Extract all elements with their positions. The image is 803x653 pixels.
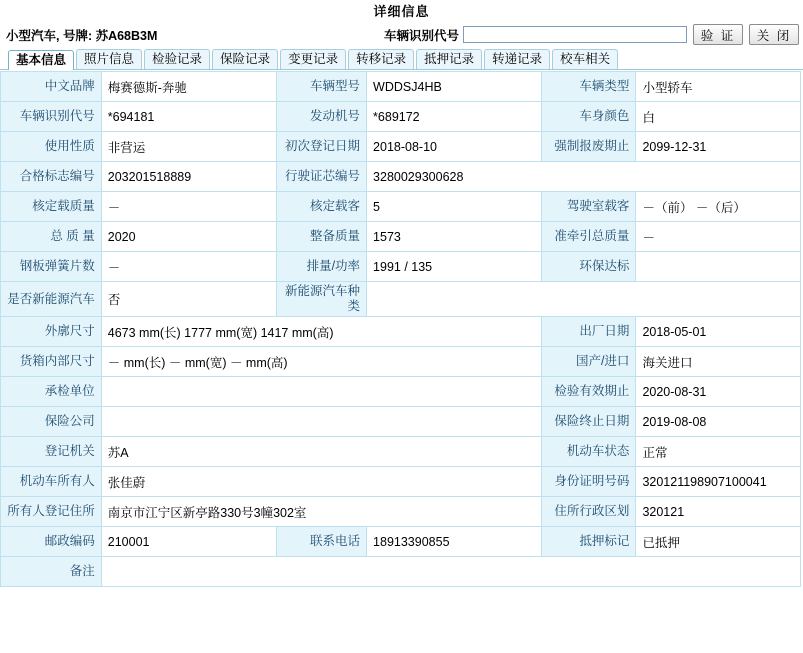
- table-row: [1, 192, 801, 222]
- vin-search-label: 车辆识别代号: [383, 28, 459, 43]
- label-mandatory-scrap-date: 强制报废期止: [541, 132, 636, 162]
- value-first-registration-date: 2018-08-10: [367, 132, 542, 162]
- value-new-energy: 否: [101, 282, 276, 317]
- label-rated-passengers: 核定载客: [276, 192, 366, 222]
- label-curb-mass: 整备质量: [276, 222, 366, 252]
- tab-school-bus[interactable]: 校车相关: [552, 49, 618, 69]
- table-row: [1, 347, 801, 377]
- value-remark: [101, 557, 800, 587]
- value-administrative-division: 320121: [636, 497, 801, 527]
- value-use-nature: 非营运: [101, 132, 276, 162]
- value-inspection-valid-until: 2020-08-31: [636, 377, 801, 407]
- table-row: [1, 407, 801, 437]
- label-inspection-valid-until: 检验有效期止: [541, 377, 636, 407]
- table-row: [1, 222, 801, 252]
- label-emission-standard: 环保达标: [541, 252, 636, 282]
- label-owner-address: 所有人登记住所: [1, 497, 102, 527]
- value-insurance-end-date: 2019-08-08: [636, 407, 801, 437]
- value-cab-passengers: －（前） －（后）: [636, 192, 801, 222]
- table-row: [1, 102, 801, 132]
- label-id-number: 身份证明号码: [541, 467, 636, 497]
- vin-search-input[interactable]: [463, 26, 687, 43]
- label-use-nature: 使用性质: [1, 132, 102, 162]
- table-row: [1, 467, 801, 497]
- value-model: WDDSJ4HB: [367, 72, 542, 102]
- value-owner-address: 南京市江宁区新亭路330号3幢302室: [101, 497, 541, 527]
- value-travel-certificate-chip-no: 3280029300628: [367, 162, 801, 192]
- label-factory-date: 出厂日期: [541, 317, 636, 347]
- tab-transfer-records[interactable]: 转移记录: [348, 49, 414, 69]
- plate-label: 小型汽车, 号牌: 苏A68B3M: [6, 28, 158, 43]
- label-mortgage-mark: 抵押标记: [541, 527, 636, 557]
- tab-insurance-records[interactable]: 保险记录: [212, 49, 278, 69]
- label-owner: 机动车所有人: [1, 467, 102, 497]
- table-row: [1, 497, 801, 527]
- label-model: 车辆型号: [276, 72, 366, 102]
- verify-button[interactable]: 验 证: [693, 24, 743, 45]
- value-outline-dimensions: 4673 mm(长) 1777 mm(宽) 1417 mm(高): [101, 317, 541, 347]
- table-row: [1, 132, 801, 162]
- label-remark: 备注: [1, 557, 102, 587]
- label-postcode: 邮政编码: [1, 527, 102, 557]
- value-mortgage-mark: 已抵押: [636, 527, 801, 557]
- label-vehicle-type: 车辆类型: [541, 72, 636, 102]
- label-gross-mass: 总 质 量: [1, 222, 102, 252]
- label-insurance-company: 保险公司: [1, 407, 102, 437]
- label-cab-passengers: 驾驶室载客: [541, 192, 636, 222]
- vehicle-info-table: [0, 71, 801, 587]
- label-inspection-unit: 承检单位: [1, 377, 102, 407]
- tab-mortgage-records[interactable]: 抵押记录: [416, 49, 482, 69]
- value-registration-authority: 苏A: [101, 437, 541, 467]
- value-displacement-power: 1991 / 135: [367, 252, 542, 282]
- table-row: [1, 377, 801, 407]
- value-rated-load-mass: －: [101, 192, 276, 222]
- label-administrative-division: 住所行政区划: [541, 497, 636, 527]
- label-body-color: 车身颜色: [541, 102, 636, 132]
- tab-delivery-records[interactable]: 转递记录: [484, 49, 550, 69]
- label-displacement-power: 排量/功率: [276, 252, 366, 282]
- value-id-number: 320121198907100041: [636, 467, 801, 497]
- table-row: [1, 557, 801, 587]
- table-row: [1, 527, 801, 557]
- window-title: 详细信息: [373, 4, 430, 19]
- close-button[interactable]: 关 闭: [749, 24, 799, 45]
- value-vehicle-type: 小型轿车: [636, 72, 801, 102]
- table-row: [1, 282, 801, 317]
- label-rated-load-mass: 核定载质量: [1, 192, 102, 222]
- label-new-energy: 是否新能源汽车: [1, 282, 102, 317]
- value-emission-standard: [636, 252, 801, 282]
- value-brand: 梅赛德斯-奔驰: [101, 72, 276, 102]
- label-leaf-spring-count: 钢板弹簧片数: [1, 252, 102, 282]
- label-engine-no: 发动机号: [276, 102, 366, 132]
- label-registration-authority: 登记机关: [1, 437, 102, 467]
- tab-inspection-records[interactable]: 检验记录: [144, 49, 210, 69]
- value-inspection-unit: [101, 377, 541, 407]
- value-vehicle-status: 正常: [636, 437, 801, 467]
- label-cargo-dimensions: 货箱内部尺寸: [1, 347, 102, 377]
- table-row: [1, 72, 801, 102]
- label-outline-dimensions: 外廓尺寸: [1, 317, 102, 347]
- value-owner: 张佳蔚: [101, 467, 541, 497]
- label-origin: 国产/进口: [541, 347, 636, 377]
- value-origin: 海关进口: [636, 347, 801, 377]
- label-towing-mass: 准牵引总质量: [541, 222, 636, 252]
- label-new-energy-type: 新能源汽车种类: [276, 282, 366, 317]
- table-row: [1, 317, 801, 347]
- value-vin: *694181: [101, 102, 276, 132]
- tab-change-records[interactable]: 变更记录: [280, 49, 346, 69]
- value-postcode: 210001: [101, 527, 276, 557]
- value-gross-mass: 2020: [101, 222, 276, 252]
- value-cargo-dimensions: － mm(长) － mm(宽) － mm(高): [101, 347, 541, 377]
- table-row: [1, 252, 801, 282]
- value-leaf-spring-count: －: [101, 252, 276, 282]
- value-engine-no: *689172: [367, 102, 542, 132]
- label-travel-certificate-chip-no: 行驶证芯编号: [276, 162, 366, 192]
- tab-photo-info[interactable]: 照片信息: [76, 49, 142, 69]
- table-row: [1, 437, 801, 467]
- value-body-color: 白: [636, 102, 801, 132]
- label-first-registration-date: 初次登记日期: [276, 132, 366, 162]
- value-certificate-no: 203201518889: [101, 162, 276, 192]
- label-insurance-end-date: 保险终止日期: [541, 407, 636, 437]
- toolbar: [0, 22, 803, 48]
- value-factory-date: 2018-05-01: [636, 317, 801, 347]
- value-phone: 18913390855: [367, 527, 542, 557]
- label-vin: 车辆识别代号: [1, 102, 102, 132]
- tab-basic-info[interactable]: 基本信息: [8, 50, 74, 70]
- value-insurance-company: [101, 407, 541, 437]
- label-certificate-no: 合格标志编号: [1, 162, 102, 192]
- value-rated-passengers: 5: [367, 192, 542, 222]
- value-curb-mass: 1573: [367, 222, 542, 252]
- value-mandatory-scrap-date: 2099-12-31: [636, 132, 801, 162]
- label-vehicle-status: 机动车状态: [541, 437, 636, 467]
- value-new-energy-type: [367, 282, 801, 317]
- value-towing-mass: －: [636, 222, 801, 252]
- table-row: [1, 162, 801, 192]
- label-phone: 联系电话: [276, 527, 366, 557]
- tab-bar: [0, 48, 803, 70]
- label-brand: 中文品牌: [1, 72, 102, 102]
